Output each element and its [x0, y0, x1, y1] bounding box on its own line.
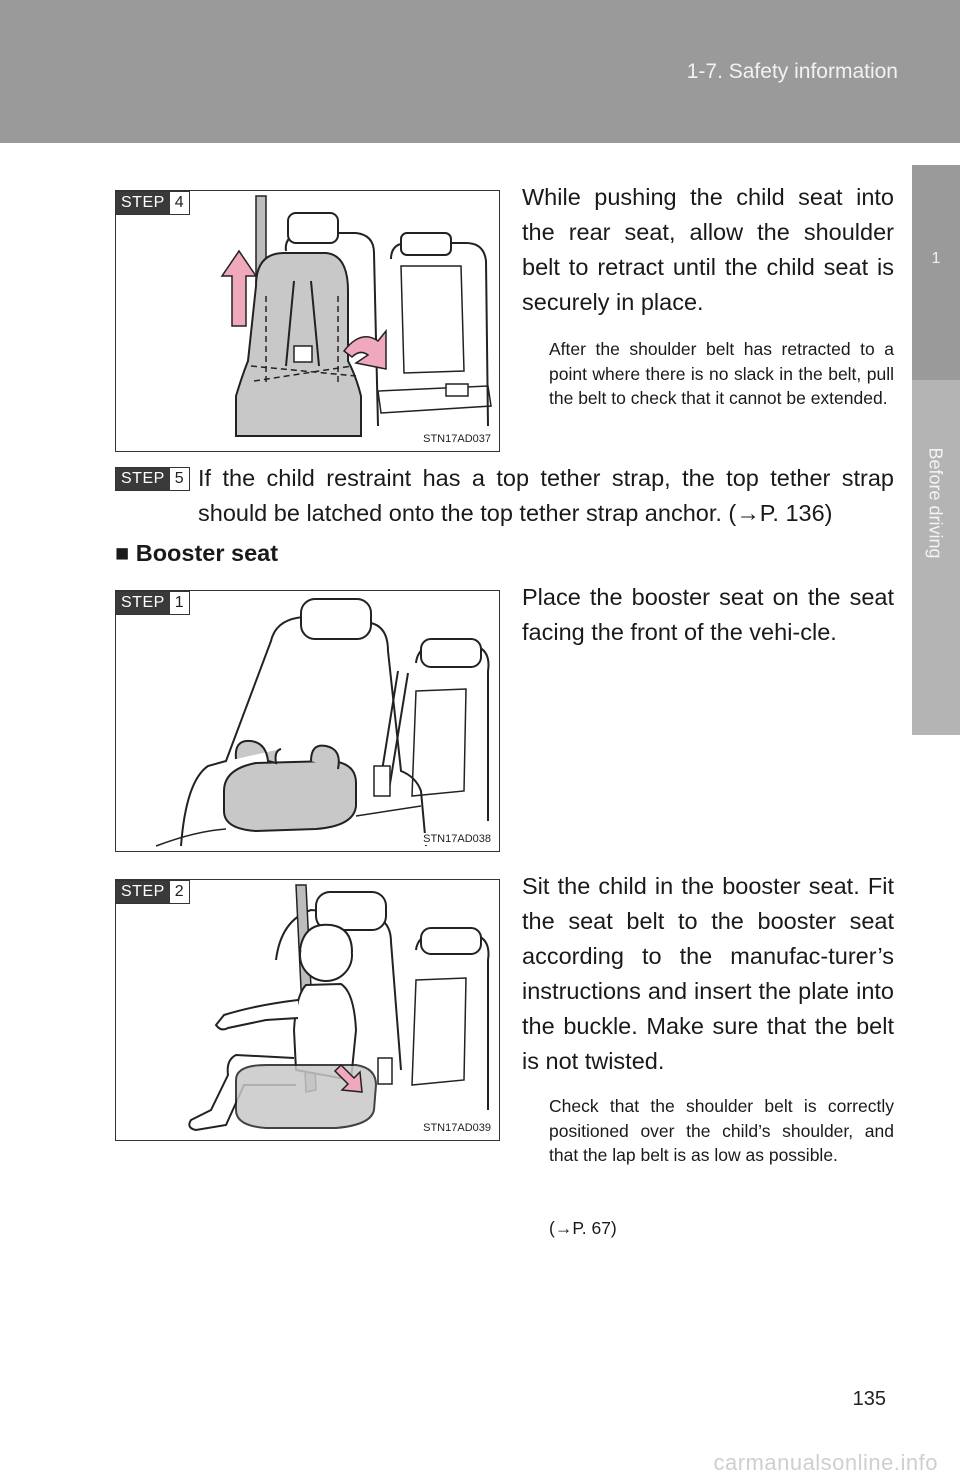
step-word: STEP	[116, 592, 170, 614]
step-4-note: After the shoulder belt has retracted to a point where there is no slack in the belt, pull the belt to check that it cannot be extended.	[549, 339, 894, 408]
chapter-tab	[912, 165, 960, 380]
step-number: 5	[170, 468, 189, 490]
child-in-booster-illustration	[116, 880, 498, 1139]
figure-step-2	[115, 879, 500, 1141]
step-badge-1	[115, 591, 190, 615]
step-number: 1	[170, 592, 189, 614]
booster-step-1-text: Place the booster seat on the seat facing the front of the vehi-cle.	[522, 584, 894, 645]
step-number: 4	[170, 192, 189, 214]
figure-code: STN17AD038	[423, 833, 491, 845]
section-title: 1-7. Safety information	[686, 60, 898, 83]
child-seat-illustration	[116, 191, 498, 450]
step-5-text: If the child restraint has a top tether strap, the top tether strap should be latched onto the top tether strap anchor. (→P. 136)	[198, 465, 894, 526]
figure-step-4	[115, 190, 500, 452]
booster-seat-illustration	[116, 591, 498, 850]
step-badge-5	[115, 467, 190, 491]
step-number: 2	[170, 881, 189, 903]
step-word: STEP	[116, 192, 170, 214]
figure-code: STN17AD037	[423, 433, 491, 445]
section-heading: ■ Booster seat	[115, 540, 279, 566]
step-badge-4	[115, 191, 190, 215]
page-header	[0, 0, 960, 143]
watermark: carmanualsonline.info	[713, 1450, 938, 1475]
chapter-number: 1	[931, 250, 941, 267]
step-4-text: While pushing the child seat into the rear seat, allow the shoulder belt to retract until the child seat is securely in place.	[522, 184, 894, 315]
step-badge-2	[115, 880, 190, 904]
figure-code: STN17AD039	[423, 1122, 491, 1134]
page-number: 135	[852, 1388, 886, 1410]
chapter-label: Before driving	[925, 447, 946, 559]
step-word: STEP	[116, 468, 170, 490]
booster-step-2-note-ref: (→P. 67)	[549, 1218, 617, 1238]
booster-step-2-text: Sit the child in the booster seat. Fit the seat belt to the booster seat according to the manufac-turer’s instructions and insert the plate into the buckle. Make sure that the belt is not twisted.	[522, 873, 894, 1074]
booster-step-2-note: Check that the shoulder belt is correctly positioned over the child’s shoulder, and that the lap belt is as low as possible.	[549, 1096, 894, 1165]
figure-step-1	[115, 590, 500, 852]
step-word: STEP	[116, 881, 170, 903]
